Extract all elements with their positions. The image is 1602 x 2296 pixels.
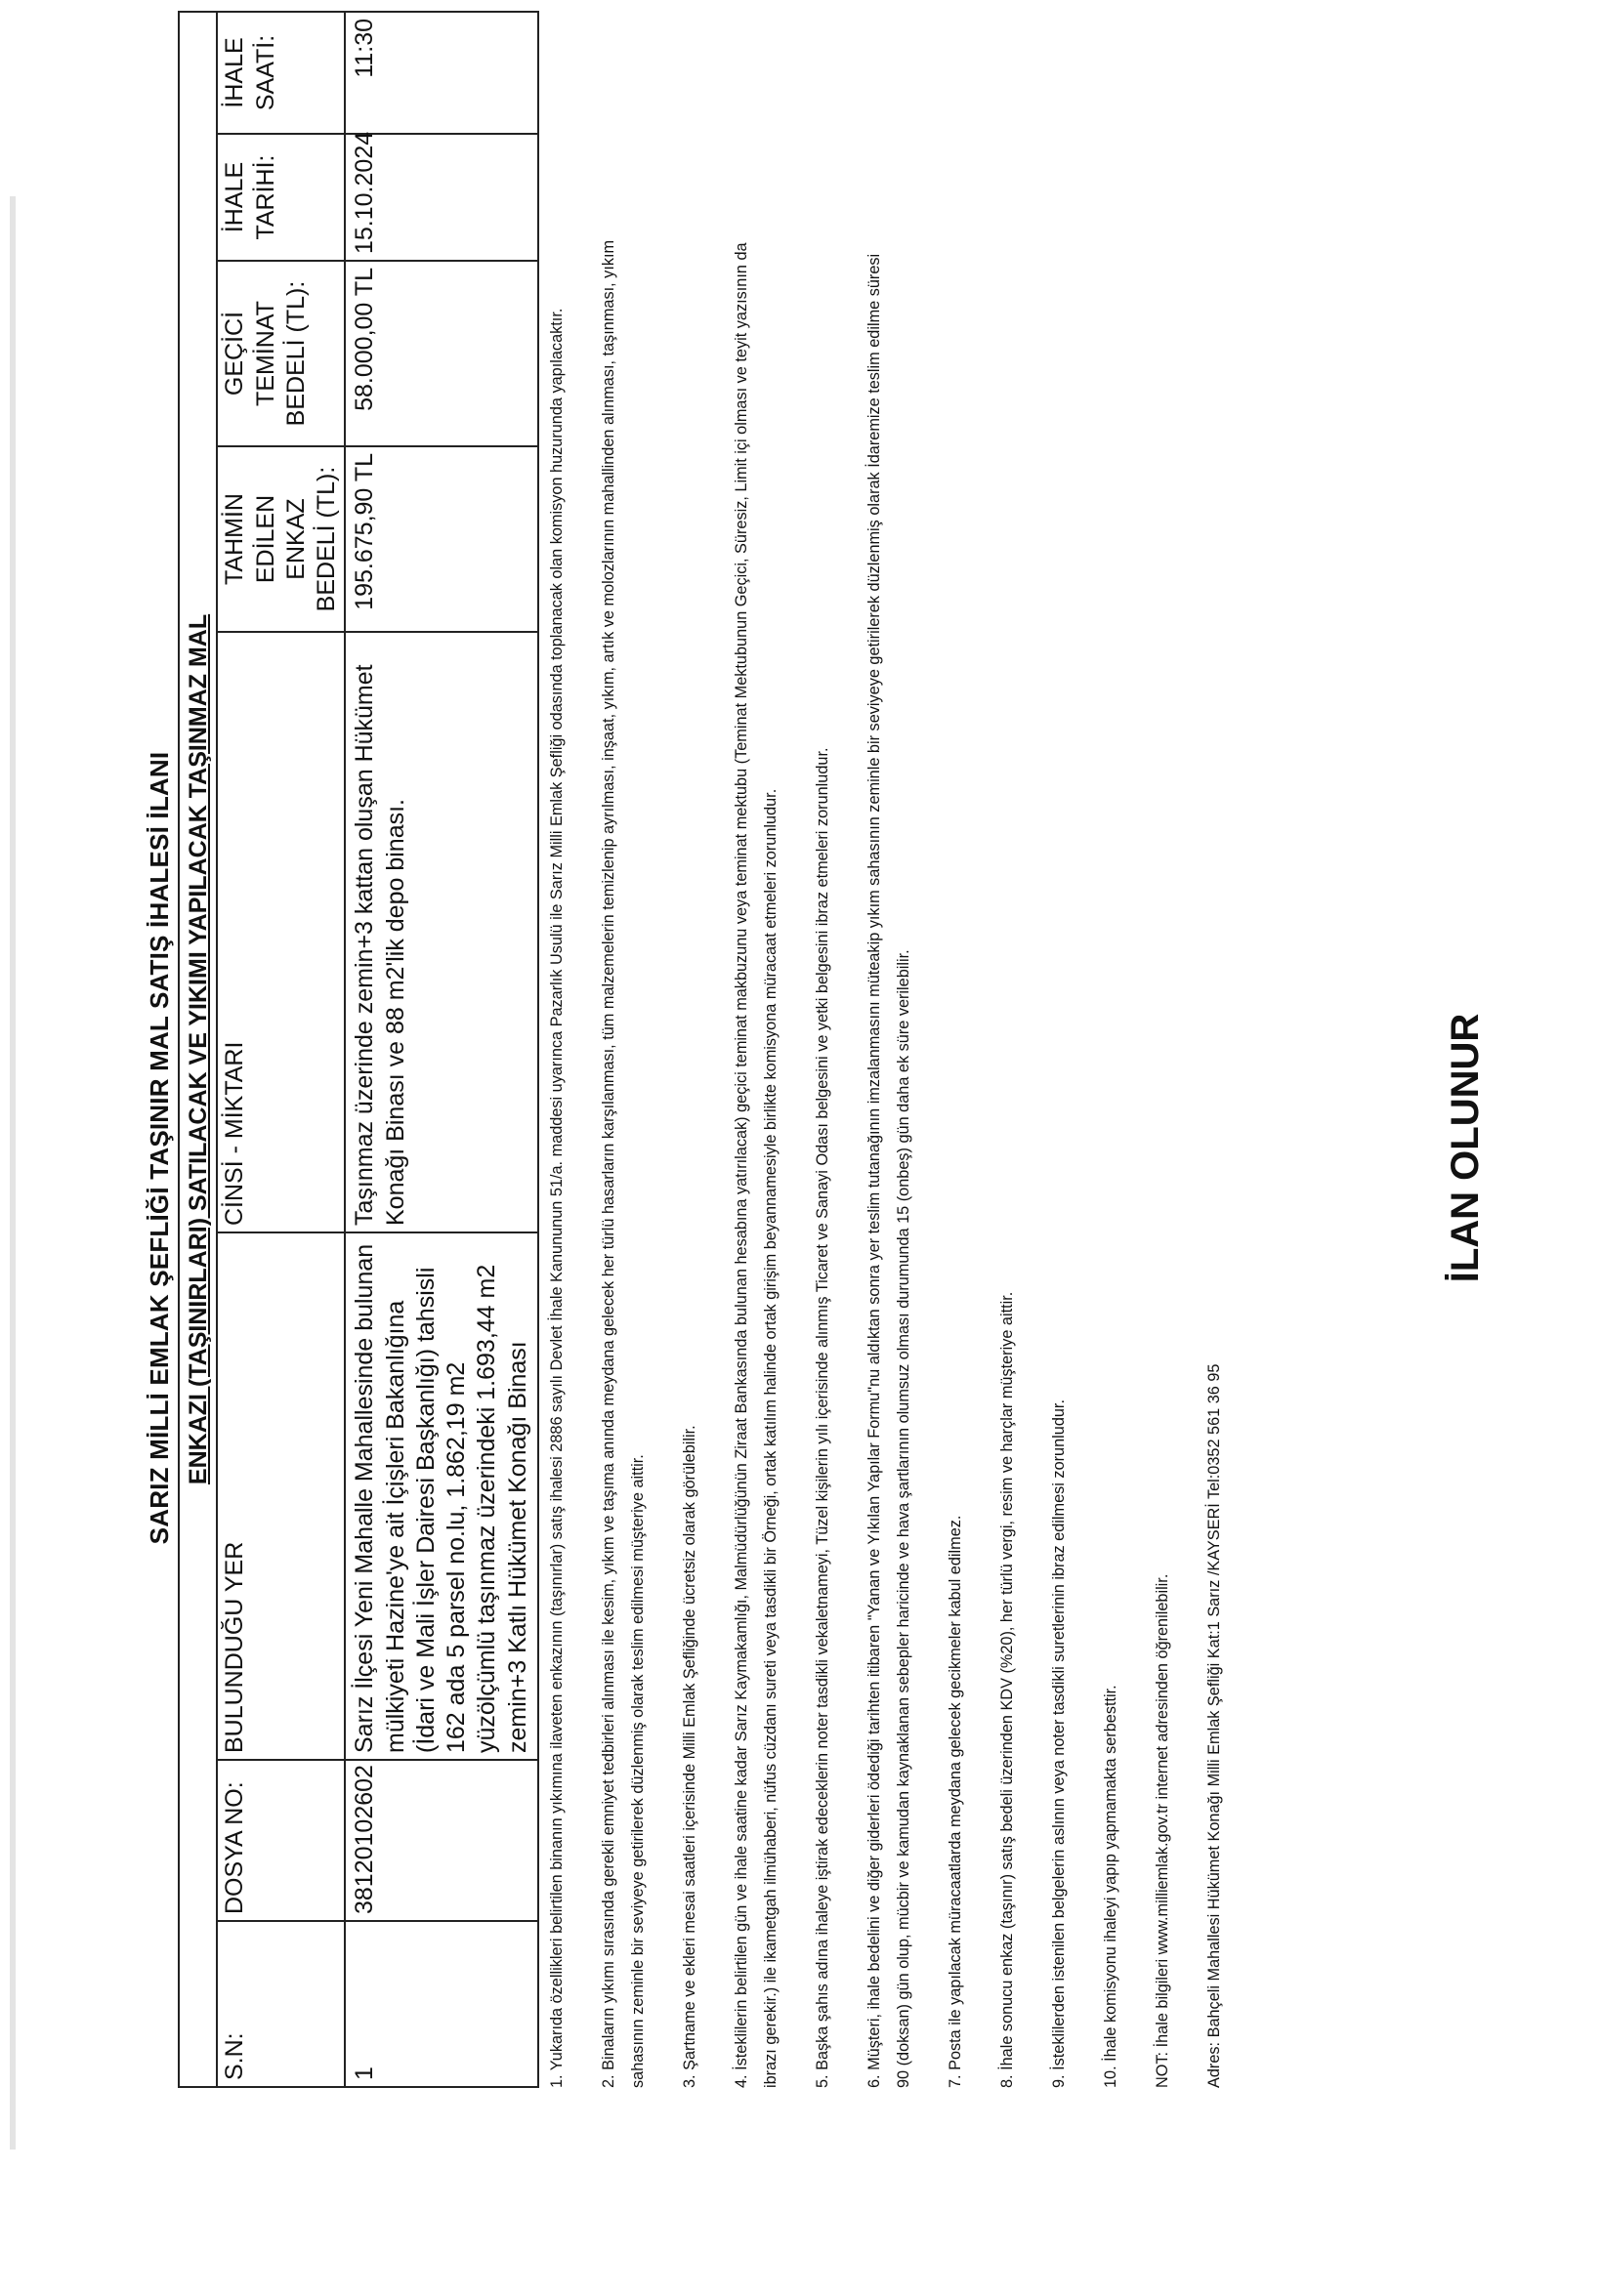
note-item: 8. İhale sonucu enkaz (taşınır) satış bedeli üzerinden KDV (%20), her türlü vergi, resim ve harçlar müşteriye aittir. <box>998 1291 1016 2088</box>
note-item: 4. İsteklilerin belirtilen gün ve ihale saatine kadar Sarız Kaymakamlığı, Malmüdürlüğünün Ziraat Bankasında bulunan hesabına yatırılacak) geçici teminat makbuzunu veya teminat mektubu (Teminat Mektubunun Geçici, Süresiz, Limit içi olması ve teyit yazısının da ibrazı gerekir.) ile ikametgah ilmühaberi, nüfus cüzdanı sureti veya tasdikli bir Örneği, ortak katılım halinde ortak girişim beyannamesiyle birlikte komisyona müracaat etmeleri zorunludur. <box>733 242 780 2088</box>
header-cinsi-miktari: CİNSİ - MİKTARI <box>217 632 345 1232</box>
note-item: 1. Yukarıda özellikleri belirtilen binanın yıkımına ilaveten enkazının (taşınırlar) satış ihalesi 2886 sayılı Devlet İhale Kanununun 51/a. maddesi uyarınca Pazarlık Usulü ile Sarız Milli Emlak Şefliği odasında toplanacak olan komisyon huzurunda yapılacaktır. <box>548 308 566 2088</box>
header-gecici-teminat: GEÇİCİ TEMİNAT BEDELİ (TL): <box>217 261 345 446</box>
scan-edge-mark <box>10 196 16 2150</box>
cell-bulundugu-yer: Sarız İlçesi Yeni Mahalle Mahallesinde bulunan mülkiyeti Hazine'ye ait İçişleri Bakanlığına (İdari ve Mali İşler Dairesi Başkanlığı) tahsisli 162 ada 5 parsel no.lu, 1.862,19 m2 yüzölçümlü taşınmaz üzerindeki 1.693,44 m2 zemin+3 Katlı Hükümet Konağı Binası <box>345 1232 538 1760</box>
header-tahmin-edilen-bedel: TAHMİN EDİLEN ENKAZ BEDELİ (TL): <box>217 446 345 632</box>
header-bulundugu-yer: BULUNDUĞU YER <box>217 1232 345 1760</box>
note-item: 9. İsteklilerden istenilen belgelerin aslının veya noter tasdikli suretlerinin ibraz edilmesi zorunludur. <box>1050 1399 1068 2088</box>
cell-tahmin-edilen-bedel: 195.675,90 TL <box>345 446 538 632</box>
note-item: 2. Binaların yıkımı sırasında gerekli emniyet tedbirleri alınması ile kesim, yıkım ve taşıma anında meydana gelecek her türlü hasarların karşılanması, tüm malzemelerin temizlenip ayrılması, inşaat, yıkım, artık ve molozlarının mahallinden alınması, taşınması, yıkım sahasının zeminle bir seviyeye getirilerek düzlenmiş olarak teslim edilmesi müşteriye aittir. <box>600 239 647 2088</box>
cell-gecici-teminat: 58.000,00 TL <box>345 261 538 446</box>
table-header-row <box>217 12 345 2087</box>
header-ihale-saati: İHALE SAATİ: <box>217 12 345 134</box>
cell-dosya-no: 38120102602 <box>345 1760 538 1921</box>
announcement-footer: İLAN OLUNUR <box>1444 1013 1487 1283</box>
note-item: 6. Müşteri, ihale bedelini ve diğer giderleri ödediği tarihten itibaren "Yanan ve Yıkılan Yapılar Formu"nu aldıktan sonra yer teslim tutanağının imzalanmasını müteakip yıkım sahasının zeminle bir seviyeye getirilerek düzlenmiş olarak İdaremize teslim edilme süresi 90 (doksan) gün olup, mücbir ve kamudan kaynaklanan sebepler haricinde ve hava şartlarının olumsuz olması durumunda 15 (onbeş) gün daha ek süre verilebilir. <box>865 253 912 2088</box>
header-ihale-tarihi: İHALE TARİHİ: <box>217 134 345 261</box>
table-band-row <box>179 12 217 2087</box>
table-row <box>345 12 538 2087</box>
cell-sn: 1 <box>345 1921 538 2087</box>
note-web-address: NOT: İhale bilgileri www.milliemlak.gov.tr internet adresinden öğrenilebilir. <box>1154 1573 1171 2088</box>
cell-ihale-saati: 11:30 <box>345 12 538 134</box>
document-title: SARIZ MİLLİ EMLAK ŞEFLİĞİ TAŞINIR MAL SATIŞ İHALESİ İLANI <box>145 751 174 1545</box>
note-item: 10. İhale komisyonu ihaleyi yapıp yapmamakta serbesttir. <box>1102 1685 1119 2088</box>
note-item: 7. Posta ile yapılacak müracaatlarda meydana gelecek gecikmeler kabul edilmez. <box>947 1515 964 2088</box>
note-item: 3. Şartname ve ekleri mesai saatleri içerisinde Milli Emlak Şefliğinde ücretsiz olarak görülebilir. <box>681 1425 698 2088</box>
cell-cinsi-miktari: Taşınmaz üzerinde zemin+3 kattan oluşan Hükümet Konağı Binası ve 88 m2'lik depo binası. <box>345 632 538 1232</box>
table-band-heading: ENKAZI (TAŞINIRLARI) SATILACAK VE YIKIMI YAPILACAK TAŞINMAZ MAL <box>179 12 217 2087</box>
office-address: Adres: Bahçeli Mahallesi Hükümet Konağı Milli Emlak Şefliği Kat:1 Sarız /KAYSERİ Tel:0352 561 36 95 <box>1205 1363 1223 2088</box>
note-item: 5. Başka şahıs adına ihaleye iştirak edeceklerin noter tasdikli vekaletnameyi, Tüzel kişilerin yılı içerisinde alınmış Ticaret ve Sanayi Odası belgesini ve yetki belgesini ibraz etmeleri zorunludur. <box>814 747 831 2088</box>
cell-ihale-tarihi: 15.10.2024 <box>345 134 538 261</box>
notes-section <box>542 232 1251 2088</box>
header-dosya-no: DOSYA NO: <box>217 1760 345 1921</box>
auction-table <box>178 11 539 2088</box>
header-sn: S.N: <box>217 1921 345 2087</box>
